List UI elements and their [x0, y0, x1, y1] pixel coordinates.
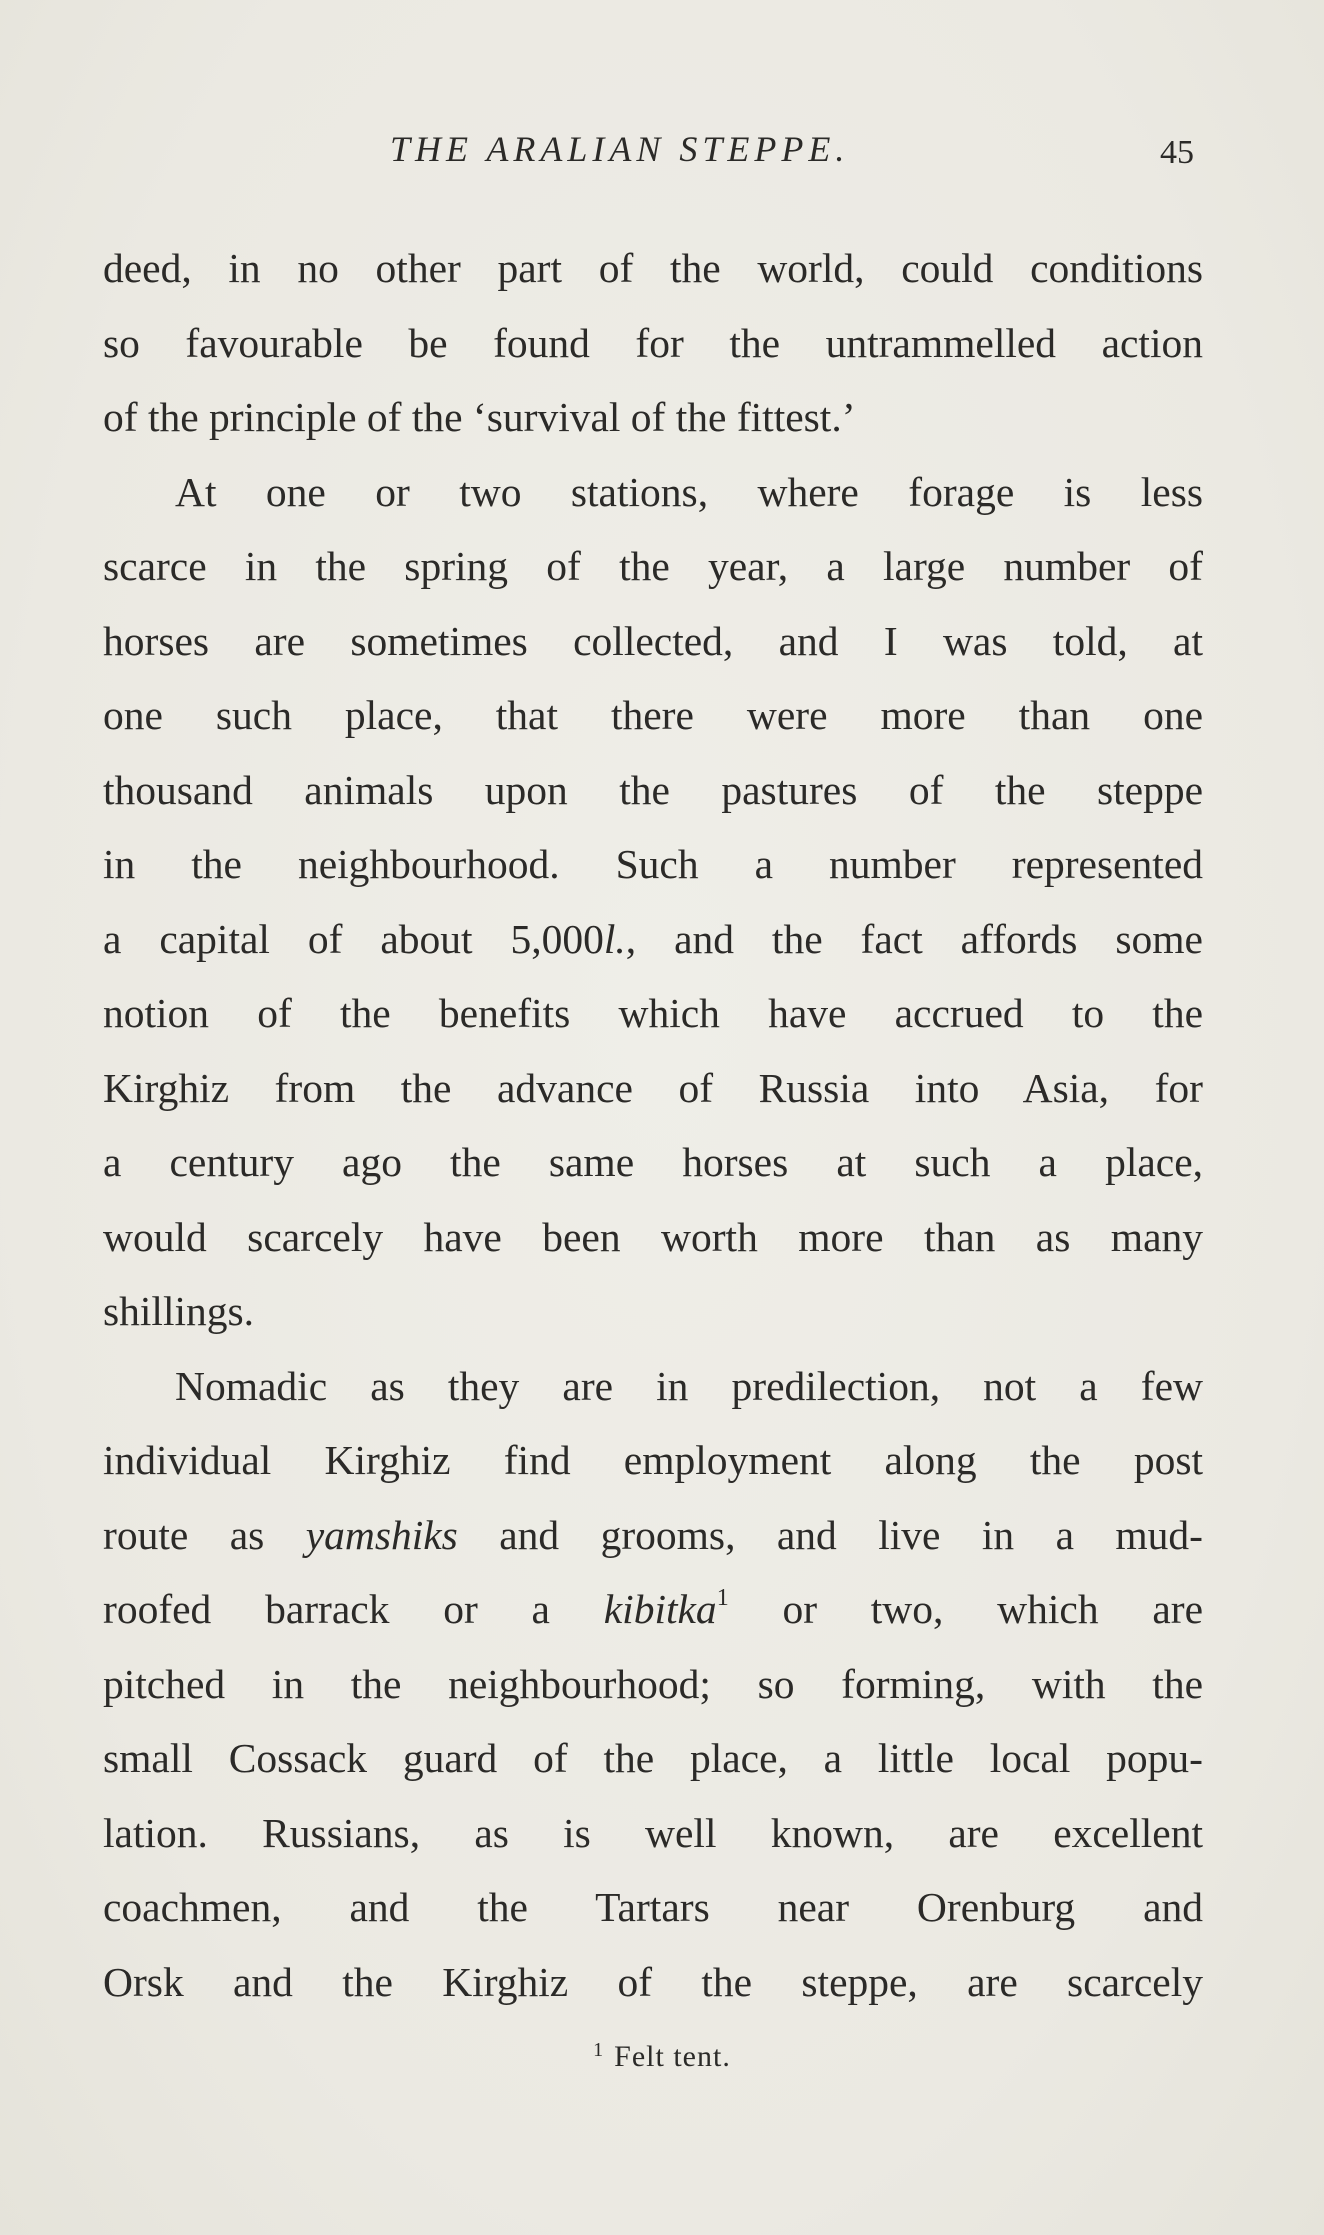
text-line: pitched in the neighbourhood; so forming, with the — [103, 1660, 1203, 1707]
text-line — [103, 1498, 1203, 1573]
italic-term: yamshiks — [305, 1511, 458, 1558]
text-line: At one or two stations, where forage is less — [175, 468, 1203, 515]
text-line: coachmen, and the Tartars near Orenburg and — [103, 1884, 1203, 1930]
running-head — [0, 128, 1324, 178]
text-line: Orsk and the Kirghiz of the steppe, are scarcely — [103, 1958, 1203, 2005]
text-line: in the neighbourhood. Such a number represented — [103, 841, 1203, 887]
footnote-reference: 1 — [716, 1585, 729, 1611]
text-line: individual Kirghiz find employment along the post — [103, 1437, 1203, 1483]
text-run: a capital of about 5,000 — [103, 915, 604, 962]
text-line — [103, 1572, 1203, 1647]
text-line: would scarcely have been worth more than as many — [103, 1213, 1203, 1260]
text-line: of the principle of the ‘survival of the fittest.’ — [103, 394, 856, 440]
text-line: so favourable be found for the untrammelled action — [103, 319, 1203, 366]
text-line: Kirghiz from the advance of Russia into Asia, for — [103, 1064, 1203, 1111]
text-line: one such place, that there were more than one — [103, 692, 1203, 738]
currency-abbreviation: l. — [603, 915, 626, 962]
text-line — [103, 902, 1203, 977]
running-title: THE ARALIAN STEPPE. — [390, 129, 850, 169]
page-number: 45 — [1160, 134, 1194, 171]
footnote-marker: 1 — [593, 2039, 605, 2061]
footnote-text: Felt tent. — [614, 2040, 731, 2073]
text-run: , and the fact affords some — [625, 915, 1203, 962]
text-line: horses are sometimes collected, and I was told, at — [103, 617, 1203, 664]
text-line: a century ago the same horses at such a place, — [103, 1139, 1203, 1185]
text-line: notion of the benefits which have accrued to the — [103, 990, 1203, 1036]
text-run: roofed barrack or a — [103, 1586, 604, 1632]
text-line: shillings. — [103, 1288, 255, 1334]
body-text — [103, 231, 1203, 2019]
text-line: lation. Russians, as is well known, are excellent — [103, 1809, 1203, 1856]
italic-term: kibitka — [603, 1586, 717, 1632]
footnote — [0, 2040, 1324, 2074]
text-line: scarce in the spring of the year, a large number of — [103, 543, 1203, 589]
text-run: route as — [103, 1511, 306, 1558]
text-line: Nomadic as they are in predilection, not a few — [175, 1362, 1203, 1409]
text-line: thousand animals upon the pastures of the steppe — [103, 766, 1203, 813]
text-run: and grooms, and live in a mud- — [457, 1511, 1204, 1558]
text-line: deed, in no other part of the world, could conditions — [103, 245, 1203, 291]
text-run: or two, which are — [728, 1586, 1204, 1632]
text-line: small Cossack guard of the place, a little local popu- — [103, 1735, 1203, 1781]
